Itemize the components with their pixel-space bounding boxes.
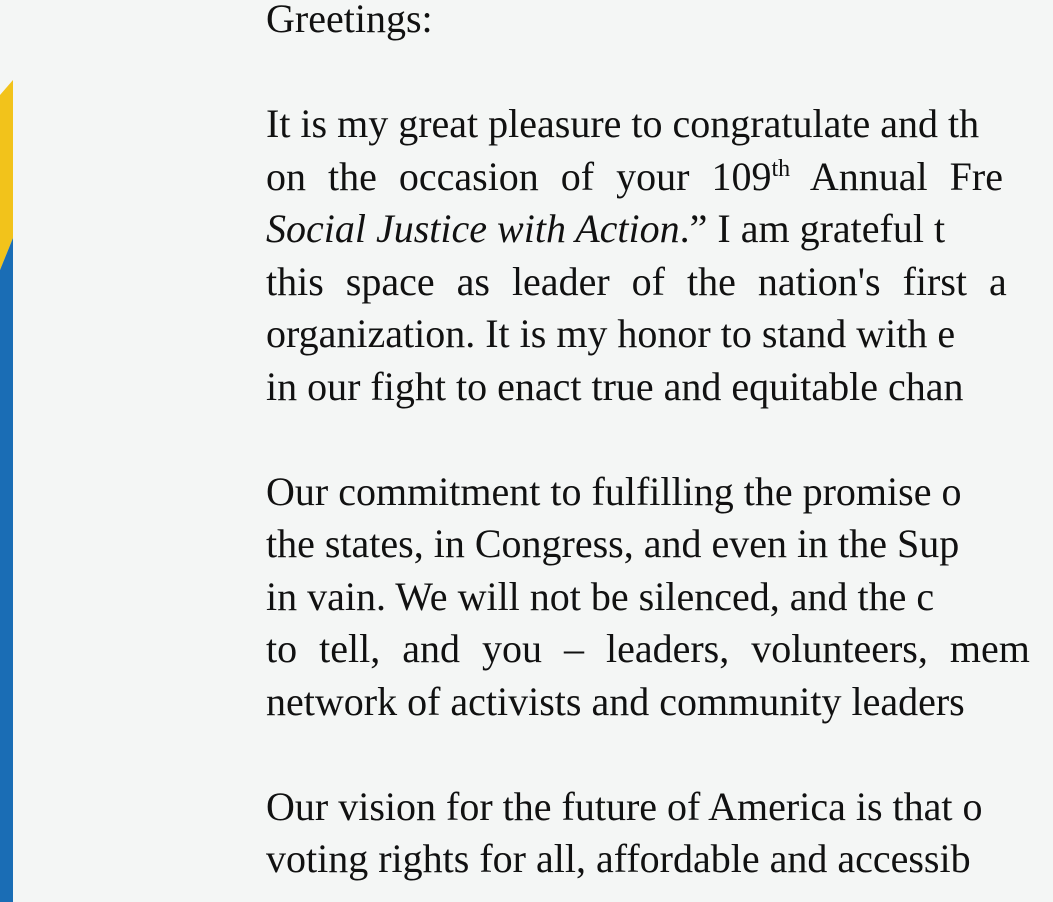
paragraph-line: to tell, and you – leaders, volunteers, mem [266, 626, 1030, 671]
line-text: .” I am grateful t [679, 206, 946, 251]
theme-title-italic: Social Justice with Action [266, 206, 680, 251]
paragraph-line: Our commitment to fulfilling the promise o [266, 468, 962, 514]
yellow-accent-band [0, 80, 13, 270]
paragraph-gap [266, 413, 1053, 466]
paragraph-line: the states, in Congress, and even in the Sup [266, 521, 960, 566]
paragraph-line: in vain. We will not be silenced, and the c [266, 573, 935, 619]
paragraph-3 [266, 781, 1053, 886]
paragraph-1 [266, 98, 1053, 413]
paragraph-line: network of activists and community leaders [266, 678, 965, 724]
blue-accent-band [0, 238, 13, 902]
paragraph-line: It is my great pleasure to congratulate and th [266, 101, 980, 146]
paragraph-2 [266, 466, 1053, 729]
paragraph-line: this space as leader of the nation's first a [266, 258, 1007, 304]
paragraph-line: voting rights for all, affordable and accessib [266, 836, 971, 881]
line-text: on the occasion of your 109 [266, 153, 772, 199]
paragraph-line: Our vision for the future of America is that o [266, 783, 983, 829]
paragraph-line: organization. It is my honor to stand with e [266, 311, 956, 356]
line-text: Annual Fre [790, 153, 1003, 199]
paragraph-gap [266, 46, 1053, 99]
paragraph-line: in our fight to enact true and equitable chan [266, 363, 964, 409]
greeting: Greetings: [266, 0, 433, 41]
paragraph-gap [266, 728, 1053, 781]
ordinal-superscript: th [771, 155, 791, 182]
paragraph-line [266, 203, 1053, 256]
paragraph-line [266, 151, 1053, 204]
margin-accent-stripe [0, 0, 20, 902]
letter-body [266, 0, 1053, 886]
